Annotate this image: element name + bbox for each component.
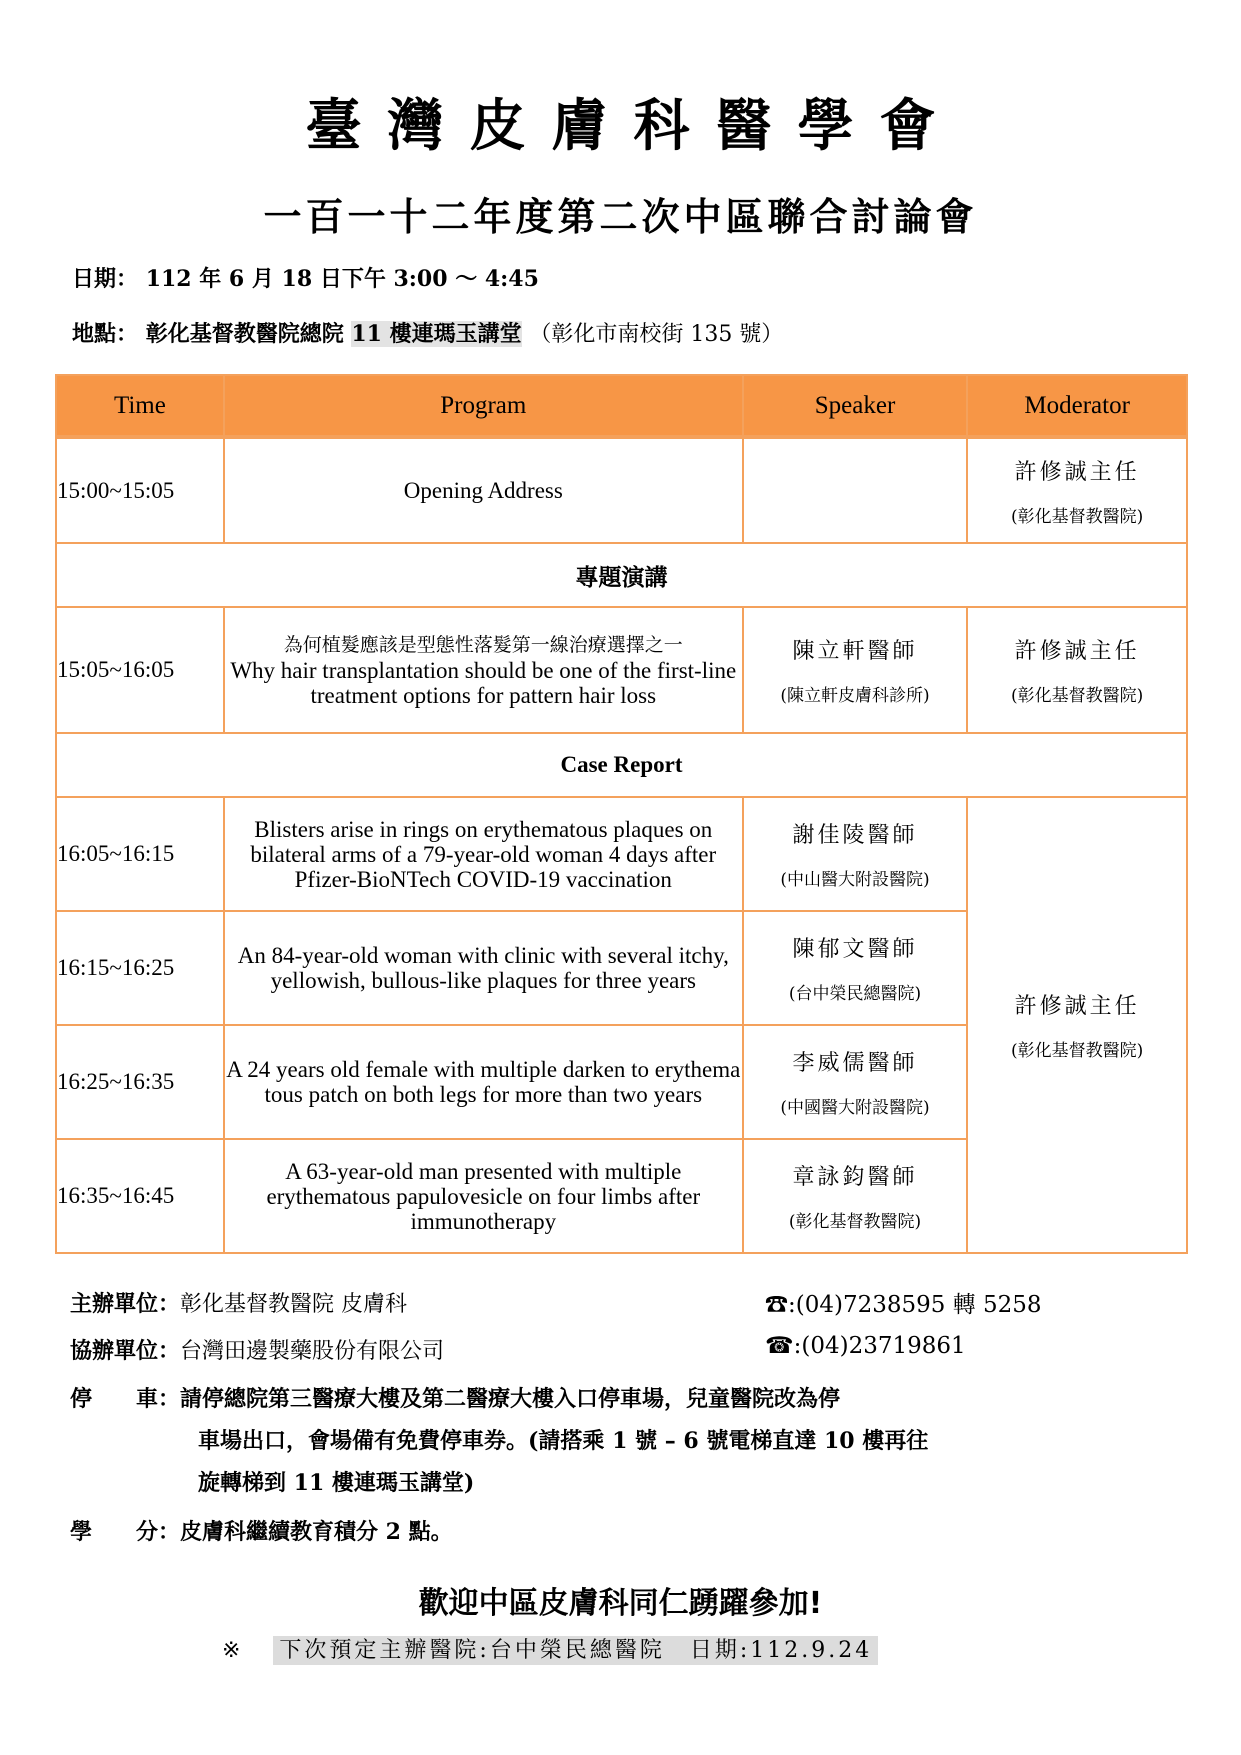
welcome-message: 歡迎中區皮膚科同仁踴躍參加! xyxy=(418,1586,823,1621)
speaker-cell xyxy=(743,607,968,733)
program-cell: A 24 years old female with multiple darken to erythema tous patch on both legs for more than two years xyxy=(224,1025,743,1139)
speaker-cell xyxy=(743,1139,968,1253)
organization-title: 臺灣皮膚科醫學會 xyxy=(305,94,962,159)
speaker-affiliation: (陳立軒皮膚科診所) xyxy=(780,686,930,706)
moderator-affiliation: (彰化基督教醫院) xyxy=(1011,1041,1144,1061)
program-cell: Opening Address xyxy=(224,437,743,543)
host-label: 主辦單位： xyxy=(70,1291,181,1317)
program-title-en: Why hair transplantation should be one of the first-line treatment options for pattern hair loss xyxy=(230,657,737,708)
next-host-info: 下次預定主辦醫院:台中榮民總醫院 日期:112.9.24 xyxy=(273,1636,878,1665)
speaker-name: 謝佳陵醫師 xyxy=(792,823,918,848)
header-time: Time xyxy=(56,375,224,437)
section-row xyxy=(56,543,1187,607)
time-cell: 16:05~16:15 xyxy=(56,797,224,911)
speaker-name: 陳郁文醫師 xyxy=(792,937,918,962)
time-cell: 16:35~16:45 xyxy=(56,1139,224,1253)
next-host-line xyxy=(222,1633,878,1664)
speaker-name: 陳立軒醫師 xyxy=(792,639,918,664)
place-line xyxy=(72,317,783,348)
place-label: 地點： xyxy=(72,321,139,347)
place-hospital: 彰化基督教醫院總院 xyxy=(145,321,344,347)
parking-text-1: 請停總院第三醫療大樓及第二醫療大樓入口停車場，兒童醫院改為停 xyxy=(180,1386,841,1412)
speaker-cell xyxy=(743,911,968,1025)
section-keynote: 專題演講 xyxy=(56,543,1187,607)
section-case-report: Case Report xyxy=(56,733,1187,797)
moderator-cell xyxy=(967,437,1187,543)
cohost-value: 台灣田邊製藥股份有限公司 xyxy=(180,1339,445,1364)
parking-text-2: 車場出口，會場備有免費停車券。(請搭乘 1 號 – 6 號電梯直達 10 樓再往 xyxy=(198,1428,929,1454)
section-row xyxy=(56,733,1187,797)
program-cell xyxy=(224,607,743,733)
place-address: （彰化市南校街 135 號） xyxy=(529,322,784,347)
table-row xyxy=(56,437,1187,543)
time-cell: 15:00~15:05 xyxy=(56,437,224,543)
speaker-name: 章詠鈞醫師 xyxy=(792,1165,918,1190)
program-cell: An 84-year-old woman with clinic with several itchy, yellowish, bullous-like plaques for three years xyxy=(224,911,743,1025)
header-program: Program xyxy=(224,375,743,437)
parking-line xyxy=(70,1382,840,1413)
time-cell: 16:25~16:35 xyxy=(56,1025,224,1139)
speaker-cell xyxy=(743,437,968,543)
host-value: 彰化基督教醫院 皮膚科 xyxy=(180,1292,408,1317)
schedule-table xyxy=(55,374,1188,1254)
program-cell: Blisters arise in rings on erythematous plaques on bilateral arms of a 79-year-old woman 4 days after Pfizer-BioNTech COVID-19 vaccination xyxy=(224,797,743,911)
event-title: 一百一十二年度第二次中區聯合討論會 xyxy=(263,195,978,239)
moderator-affiliation: (彰化基督教醫院) xyxy=(1011,686,1144,706)
place-hall: 11 樓連瑪玉講堂 xyxy=(351,321,522,347)
table-row xyxy=(56,797,1187,911)
program-title-zh: 為何植髮應該是型態性落髮第一線治療選擇之一 xyxy=(283,633,683,656)
speaker-affiliation: (中山醫大附設醫院) xyxy=(780,870,930,890)
credit-label: 學 分： xyxy=(70,1519,181,1545)
speaker-name: 李威儒醫師 xyxy=(792,1051,918,1076)
parking-text-3: 旋轉梯到 11 樓連瑪玉講堂) xyxy=(198,1470,475,1496)
time-cell: 16:15~16:25 xyxy=(56,911,224,1025)
moderator-affiliation: (彰化基督教醫院) xyxy=(1011,506,1144,527)
moderator-name: 許修誠主任 xyxy=(1014,459,1140,485)
parking-label: 停 車： xyxy=(70,1386,181,1412)
speaker-affiliation: (彰化基督教醫院) xyxy=(788,1212,922,1232)
speaker-affiliation: (台中榮民總醫院) xyxy=(788,984,922,1004)
cohost-line xyxy=(70,1334,444,1365)
host-line xyxy=(70,1287,407,1318)
credit-value: 皮膚科繼續教育積分 2 點。 xyxy=(180,1519,453,1545)
date-label: 日期： xyxy=(72,266,139,292)
reference-mark: ※ xyxy=(222,1638,244,1663)
header-moderator: Moderator xyxy=(967,375,1187,437)
table-row xyxy=(56,607,1187,733)
program-cell: A 63-year-old man presented with multiple erythematous papulovesicle on four limbs after immunotherapy xyxy=(224,1139,743,1253)
speaker-cell xyxy=(743,1025,968,1139)
parking-line-2 xyxy=(198,1424,928,1455)
cohost-phone: ☎:(04)23719861 xyxy=(765,1333,966,1359)
date-value: 112 年 6 月 18 日下午 3:00 ～ 4:45 xyxy=(145,266,539,292)
moderator-name: 許修誠主任 xyxy=(1014,994,1140,1019)
header-speaker: Speaker xyxy=(743,375,968,437)
moderator-name: 許修誠主任 xyxy=(1014,639,1140,664)
cohost-label: 協辦單位： xyxy=(70,1338,181,1364)
date-line xyxy=(72,262,539,293)
speaker-affiliation: (中國醫大附設醫院) xyxy=(780,1098,930,1118)
speaker-cell xyxy=(743,797,968,911)
moderator-cell xyxy=(967,797,1187,1253)
credit-line xyxy=(70,1515,453,1546)
time-cell: 15:05~16:05 xyxy=(56,607,224,733)
table-header-row xyxy=(56,375,1187,437)
moderator-cell xyxy=(967,607,1187,733)
host-phone: ☎:(04)7238595 轉 5258 xyxy=(765,1292,1042,1318)
parking-line-3 xyxy=(198,1466,474,1497)
